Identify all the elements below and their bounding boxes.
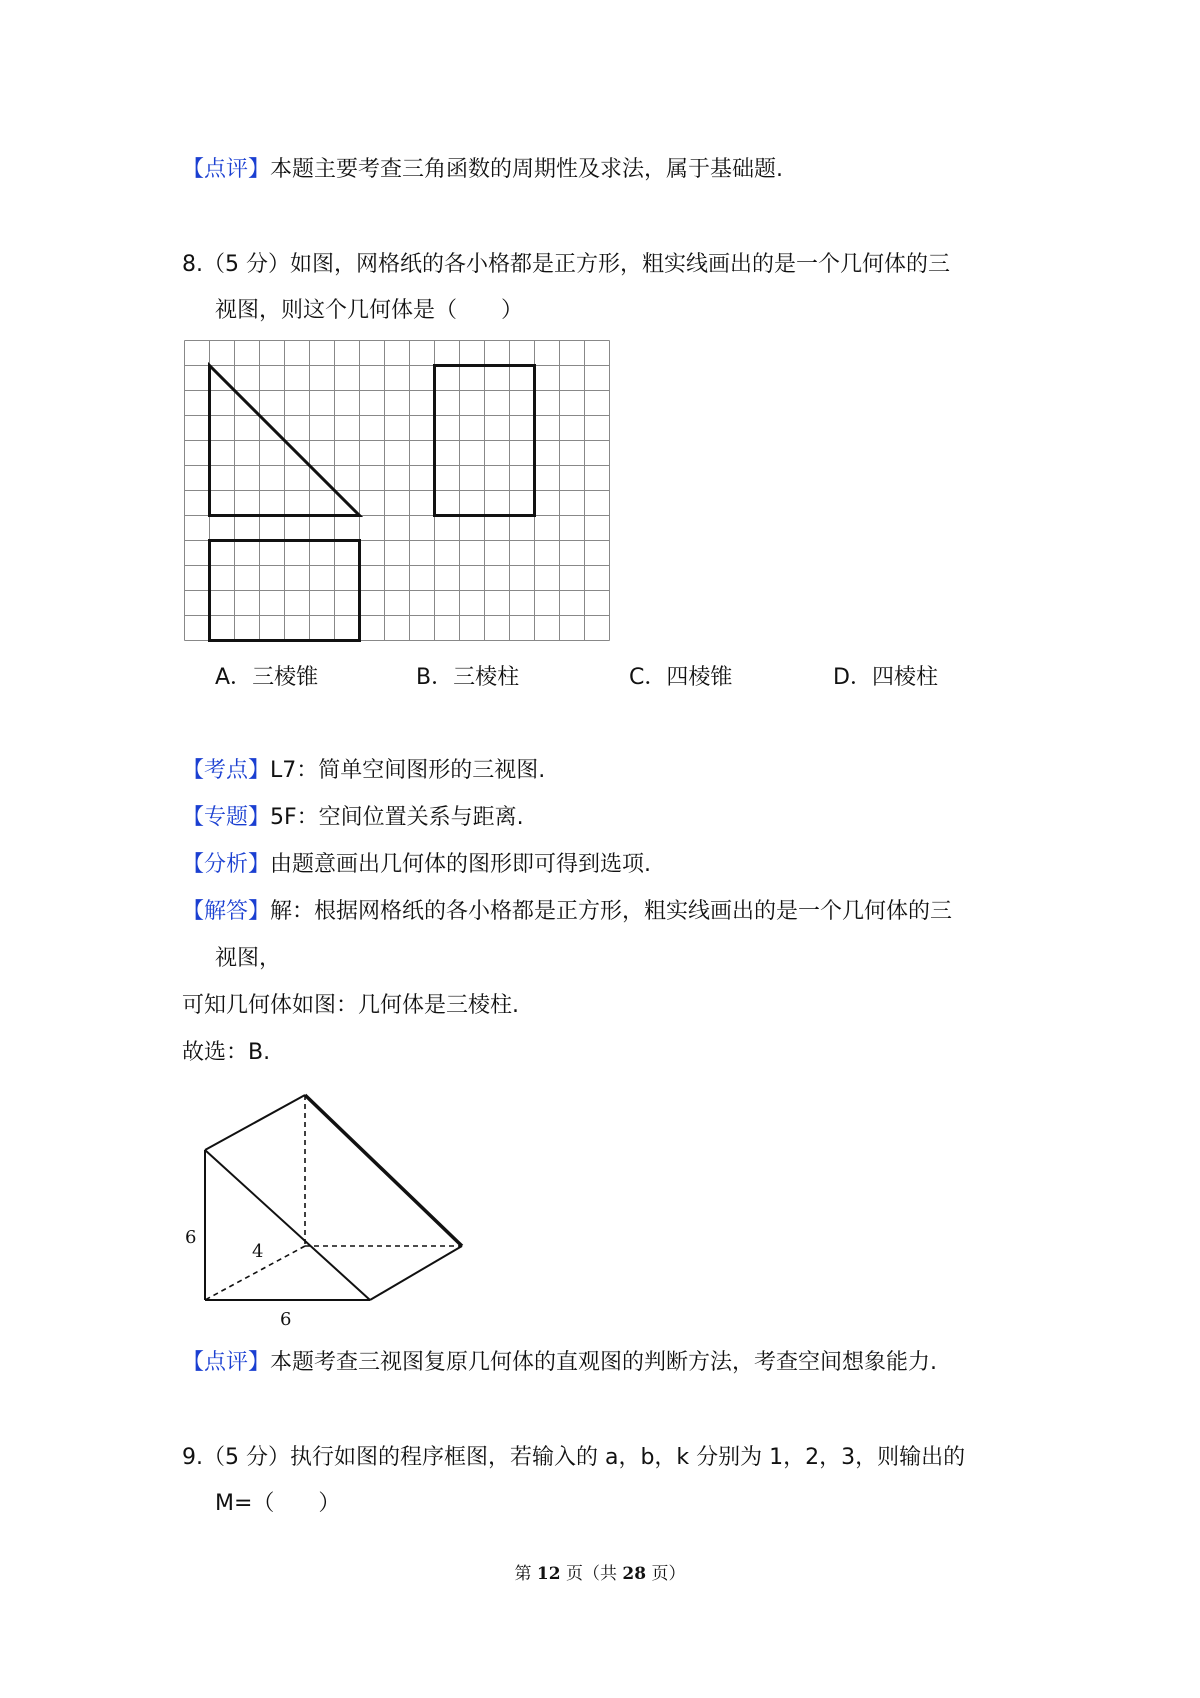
triangular-prism-figure <box>180 1090 470 1330</box>
prism-height-label: 6 <box>185 1227 197 1248</box>
zhuanti-line <box>182 803 524 833</box>
page-footer <box>0 1562 1200 1586</box>
q9-stem-line2: M=（ ） <box>215 1491 341 1516</box>
review-text-2: 本题考查三视图复原几何体的直观图的判断方法，考查空间想象能力. <box>270 1350 938 1375</box>
fenxi-tag: 【分析】 <box>182 852 271 877</box>
q8-stem-line2: 视图，则这个几何体是（ ） <box>215 298 524 323</box>
zhuanti-text: 5F：空间位置关系与距离. <box>270 805 524 830</box>
jieda-tag: 【解答】 <box>182 899 271 924</box>
footer-page-number: 12 <box>536 1564 561 1584</box>
fenxi-line <box>182 850 651 880</box>
review-line-prev <box>182 155 783 185</box>
prism-solid-edges <box>205 1095 462 1300</box>
review-text: 本题主要考查三角函数的周期性及求法，属于基础题. <box>270 157 784 182</box>
option-d-letter: D． <box>833 665 872 690</box>
prism-thick-edge <box>305 1095 462 1246</box>
q8-stem-line1: 8.（5 分）如图，网格纸的各小格都是正方形，粗实线画出的是一个几何体的三 <box>182 252 950 277</box>
review-tag-2: 【点评】 <box>182 1350 271 1375</box>
fenxi-text: 由题意画出几何体的图形即可得到选项. <box>270 852 652 877</box>
option-c[interactable] <box>629 663 732 693</box>
zhuanti-tag: 【专题】 <box>182 805 271 830</box>
q9-stem-line1: 9.（5 分）执行如图的程序框图，若输入的 a，b，k 分别为 1，2，3，则输出的 <box>182 1445 966 1470</box>
option-a[interactable] <box>215 663 318 693</box>
jieda-cont: 视图， <box>215 946 282 971</box>
review-tag: 【点评】 <box>182 157 271 182</box>
prism-depth-label: 4 <box>252 1241 264 1262</box>
option-a-text: 三棱锥 <box>252 665 319 690</box>
jieda-text: 解：根据网格纸的各小格都是正方形，粗实线画出的是一个几何体的三 <box>270 899 953 924</box>
option-b[interactable] <box>416 663 519 693</box>
footer-pre: 第 <box>514 1564 537 1584</box>
option-d[interactable] <box>833 663 938 693</box>
kaodian-text: L7：简单空间图形的三视图. <box>270 758 546 783</box>
option-d-text: 四棱柱 <box>871 665 938 690</box>
footer-post: 页） <box>646 1564 686 1584</box>
option-b-text: 三棱柱 <box>453 665 520 690</box>
conclusion-line: 可知几何体如图：几何体是三棱柱. <box>182 993 519 1018</box>
footer-mid: 页（共 <box>560 1564 623 1584</box>
grid-lines <box>185 341 610 641</box>
review-line <box>182 1348 937 1378</box>
jieda-line <box>182 897 952 927</box>
kaodian-tag: 【考点】 <box>182 758 271 783</box>
option-c-letter: C． <box>629 665 667 690</box>
option-c-text: 四棱锥 <box>666 665 733 690</box>
answer-line: 故选：B. <box>182 1040 271 1065</box>
three-view-grid-figure <box>184 340 622 648</box>
kaodian-line <box>182 756 545 786</box>
prism-width-label: 6 <box>280 1309 292 1330</box>
option-a-letter: A． <box>215 665 253 690</box>
option-b-letter: B． <box>416 665 454 690</box>
footer-total-pages: 28 <box>622 1564 647 1584</box>
